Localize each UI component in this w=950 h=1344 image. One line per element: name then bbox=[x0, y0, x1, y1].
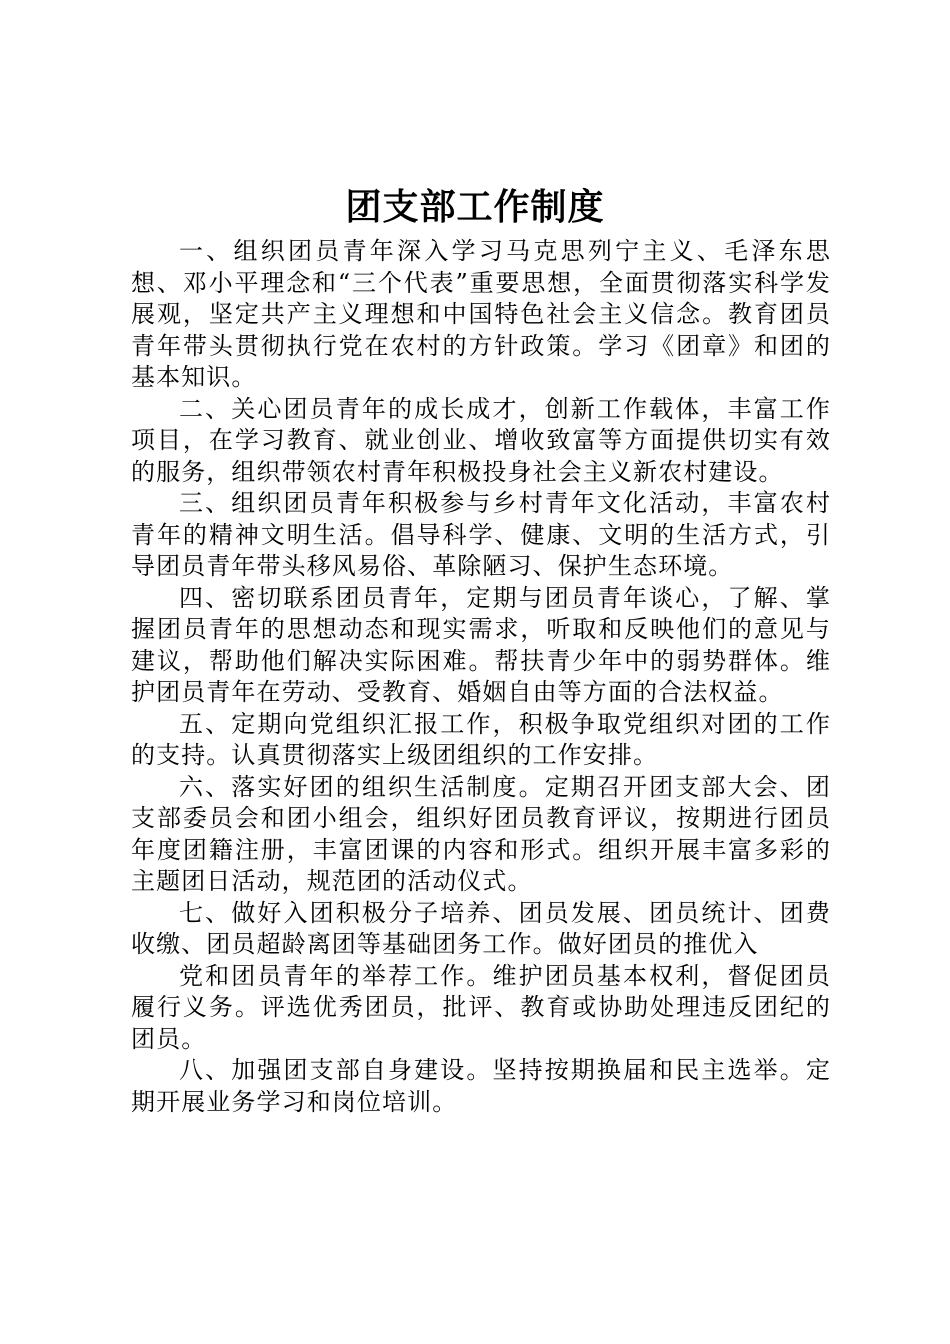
paragraph-2: 二、关心团员青年的成长成才，创新工作载体，丰富工作项目，在学习教育、就业创业、增收致富等方面提供切实有效的服务，组织带领农村青年积极投身社会主义新农村建设。 bbox=[131, 394, 831, 486]
paragraph-3: 三、组织团员青年积极参与乡村青年文化活动，丰富农村青年的精神文明生活。倡导科学、健康、文明的生活方式，引导团员青年带头移风易俗、革除陋习、保护生态环境。 bbox=[131, 489, 831, 580]
paragraph-4: 四、密切联系团员青年，定期与团员青年谈心，了解、掌握团员青年的思想动态和现实需求，听取和反映他们的意见与建议，帮助他们解决实际困难。帮扶青少年中的弱势群体。维护团员青年在劳动、受教育、婚姻自由等方面的合法权益。 bbox=[131, 583, 831, 706]
paragraph-5: 五、定期向党组织汇报工作，积极争取党组织对团的工作的支持。认真贯彻落实上级团组织的工作安排。 bbox=[131, 709, 831, 769]
document-body bbox=[131, 236, 831, 1118]
paragraph-1: 一、组织团员青年深入学习马克思列宁主义、毛泽东思想、邓小平理念和“三个代表”重要思想，全面贯彻落实科学发展观，坚定共产主义理想和中国特色社会主义信念。教育团员青年带头贯彻执行党在农村的方针政策。学习《团章》和团的基本知识。 bbox=[131, 237, 831, 391]
paragraph-8: 八、加强团支部自身建设。坚持按期换届和民主选举。定期开展业务学习和岗位培训。 bbox=[131, 1056, 831, 1116]
paragraph-6: 六、落实好团的组织生活制度。定期召开团支部大会、团支部委员会和团小组会，组织好团员教育评议，按期进行团员年度团籍注册，丰富团课的内容和形式。组织开展丰富多彩的主题团日活动，规范团的活动仪式。 bbox=[131, 772, 831, 895]
paragraph-7: 七、做好入团积极分子培养、团员发展、团员统计、团费收缴、团员超龄离团等基础团务工作。做好团员的推优入 bbox=[131, 898, 831, 958]
document-title: 团支部工作制度 bbox=[345, 186, 605, 228]
paragraph-7-continued: 党和团员青年的举荐工作。维护团员基本权利，督促团员履行义务。评选优秀团员，批评、教育或协助处理违反团纪的团员。 bbox=[131, 961, 831, 1053]
